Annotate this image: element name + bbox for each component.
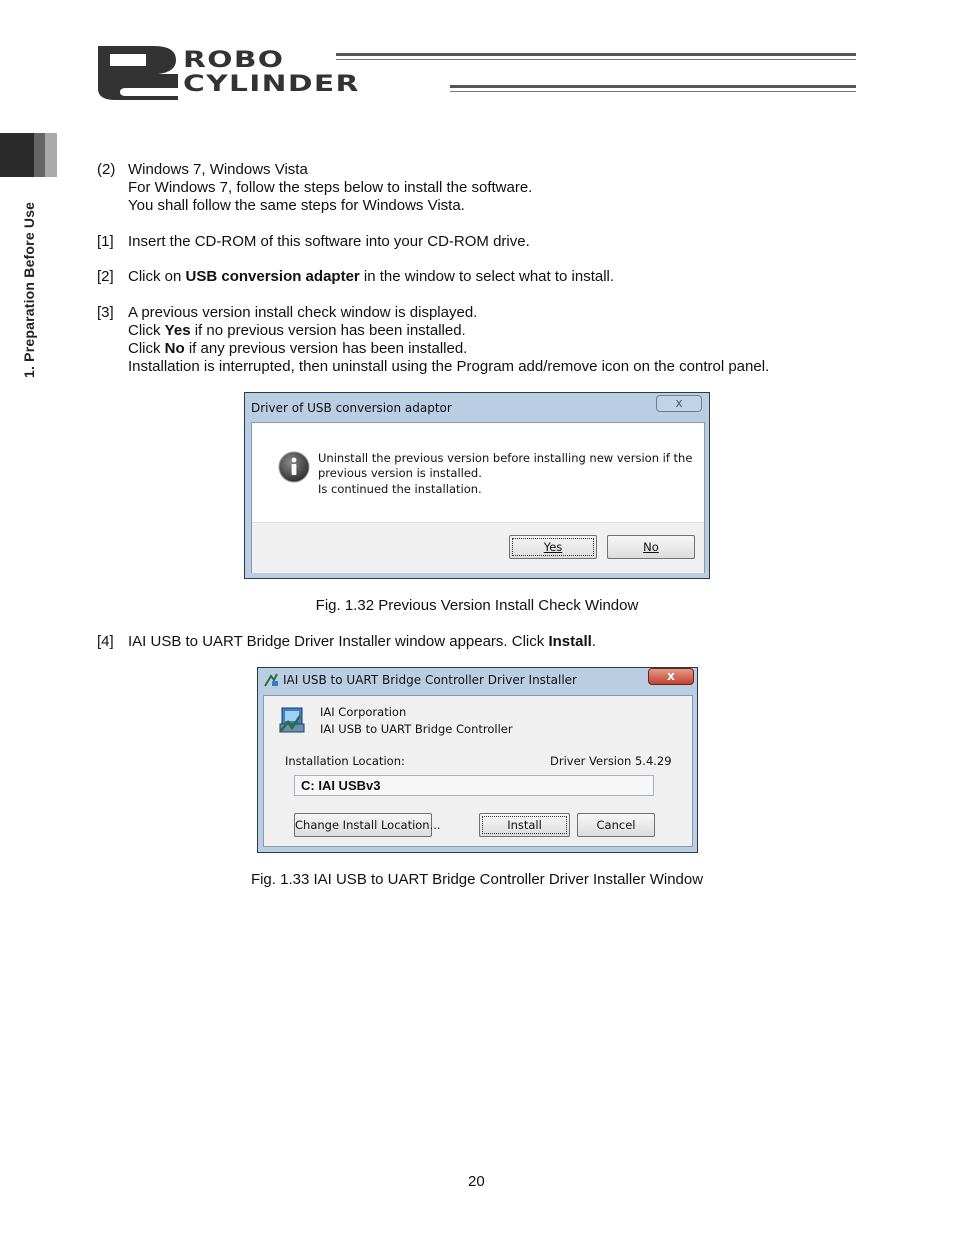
header-rule-bottom-thin (450, 91, 856, 92)
figure-1-33-caption: Fig. 1.33 IAI USB to UART Bridge Controller Driver Installer Window (250, 871, 704, 888)
dialog2-title: IAI USB to UART Bridge Controller Driver Installer (283, 673, 577, 687)
previous-version-dialog (244, 392, 710, 579)
header-rule-top-thin (336, 59, 856, 60)
header-rule-bottom (450, 85, 856, 88)
yes-button[interactable]: Yes (509, 535, 597, 559)
installer-package-icon (276, 704, 308, 736)
section-intro-1: For Windows 7, follow the steps below to install the software. (128, 179, 533, 196)
info-icon (278, 451, 310, 483)
section-intro-2: You shall follow the same steps for Windows Vista. (128, 197, 465, 214)
step-3-interrupt-line: Installation is interrupted, then uninstall using the Program add/remove icon on the control panel. (128, 358, 770, 375)
chapter-tab-light (45, 133, 57, 177)
step-2-number: [2] (97, 268, 114, 285)
section-title: Windows 7, Windows Vista (128, 161, 308, 178)
step-1-text: Insert the CD-ROM of this software into your CD-ROM drive. (128, 233, 530, 250)
installer-company: IAI Corporation (320, 705, 407, 719)
dialog1-message-2: previous version is installed. (318, 466, 482, 480)
dialog2-content (263, 695, 693, 847)
installation-location-label: Installation Location: (285, 754, 405, 768)
cancel-button[interactable]: Cancel (577, 813, 655, 837)
dialog2-close-button[interactable]: x (648, 668, 694, 685)
robo-cylinder-logo-mark (96, 44, 180, 102)
step-4-text: IAI USB to UART Bridge Driver Installer window appears. Click Install. (128, 633, 596, 650)
step-3-yes-line: Click Yes if no previous version has been installed. (128, 322, 466, 339)
chapter-tab-mid (34, 133, 45, 177)
step-3-text: A previous version install check window is displayed. (128, 304, 478, 321)
install-button[interactable]: Install (479, 813, 570, 837)
step-4-number: [4] (97, 633, 114, 650)
header-rule-top (336, 53, 856, 56)
driver-installer-dialog (257, 667, 698, 853)
step-4-bold: Install (548, 633, 592, 650)
dialog1-title: Driver of USB conversion adaptor (251, 401, 452, 415)
step-2-bold: USB conversion adapter (185, 268, 360, 285)
chapter-tab-dark (0, 133, 34, 177)
dialog1-content (251, 422, 705, 573)
section-number: (2) (97, 161, 116, 178)
chapter-side-label: 1. Preparation Before Use (21, 201, 37, 378)
logo-word-robo: ROBO (183, 48, 285, 73)
page-number: 20 (468, 1173, 485, 1190)
figure-1-32-caption: Fig. 1.32 Previous Version Install Check Window (315, 597, 639, 614)
step-3-no-line: Click No if any previous version has been installed. (128, 340, 468, 357)
step-2-text: Click on USB conversion adapter in the window to select what to install. (128, 268, 615, 285)
no-button[interactable]: No (607, 535, 695, 559)
dialog1-message-3: Is continued the installation. (318, 482, 482, 496)
install-location-field[interactable]: C: IAI USBv3 (294, 775, 654, 796)
driver-version: Driver Version 5.4.29 (550, 754, 672, 768)
logo-word-cylinder: CYLINDER (183, 72, 360, 97)
installer-product: IAI USB to UART Bridge Controller (320, 722, 513, 736)
step-1-number: [1] (97, 233, 114, 250)
installer-title-icon (263, 672, 279, 688)
change-install-location-button[interactable]: Change Install Location... (294, 813, 432, 837)
dialog1-message-1: Uninstall the previous version before installing new version if the (318, 451, 693, 465)
dialog1-close-button[interactable]: x (656, 395, 702, 412)
step-3-number: [3] (97, 304, 114, 321)
